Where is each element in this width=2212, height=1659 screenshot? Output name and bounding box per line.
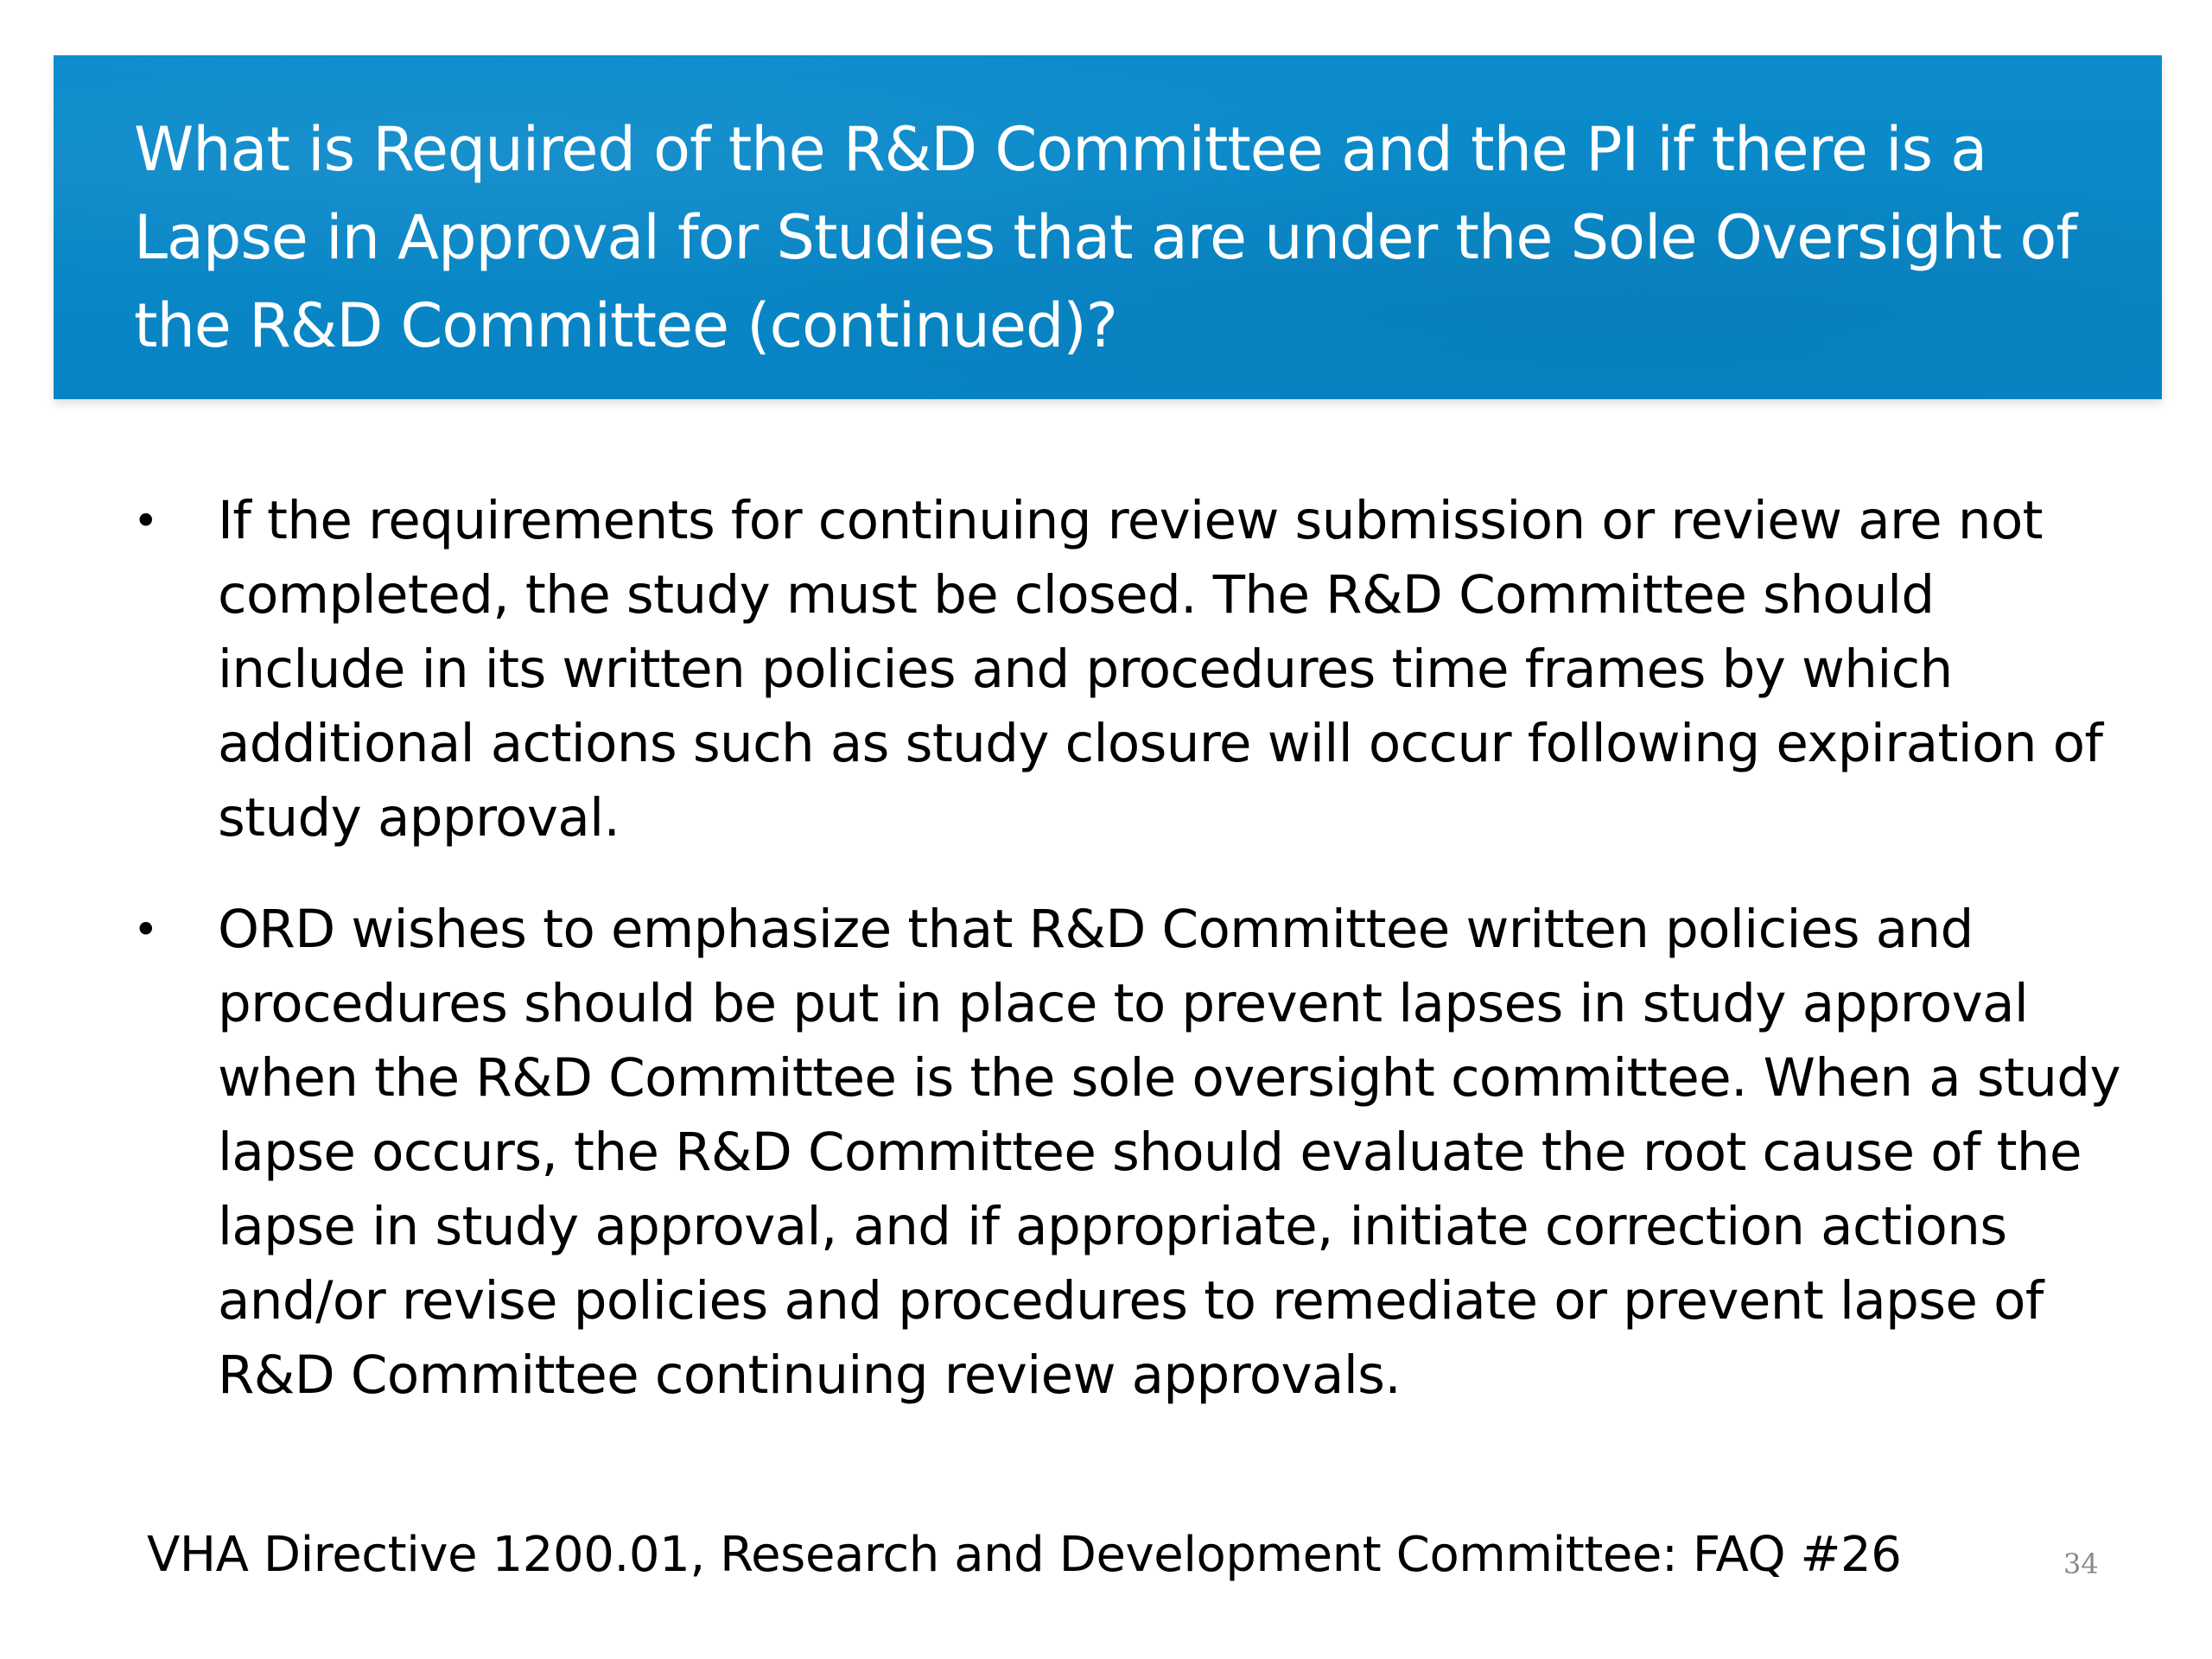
bullet-text: ORD wishes to emphasize that R&D Committee written policies and procedures should be put in place to prevent lapses in study approval when the R&D Committee is the sole oversight committee. When a study lapse occurs, the R&D Committee should evaluate the root cause of the lapse in study approval, and if appropriate, initiate correction actions and/or revise policies and procedures to remediate or prevent lapse of R&D Committee continuing review approvals. [218,899,2120,1406]
title-banner [54,55,2162,399]
bullet-text: If the requirements for continuing review submission or review are not completed, the study must be closed. The R&D Committee should include in its written policies and procedures time frames by which additional actions such as study closure will occur following expiration of study approval. [218,490,2103,849]
footer-reference: VHA Directive 1200.01, Research and Development Committee: FAQ #26 [147,1527,1902,1583]
page-number: 34 [2063,1548,2099,1580]
bullet-marker-icon: • [133,905,158,955]
bullet-marker-icon: • [133,496,158,546]
bullet-list [121,484,2134,1450]
bullet-item [121,484,2134,855]
slide-title: What is Required of the R&D Committee and the PI if there is a Lapse in Approval for Studies that are under the Sole Oversight of the R&D Committee (continued)? [134,114,2076,361]
bullet-item [121,893,2134,1413]
